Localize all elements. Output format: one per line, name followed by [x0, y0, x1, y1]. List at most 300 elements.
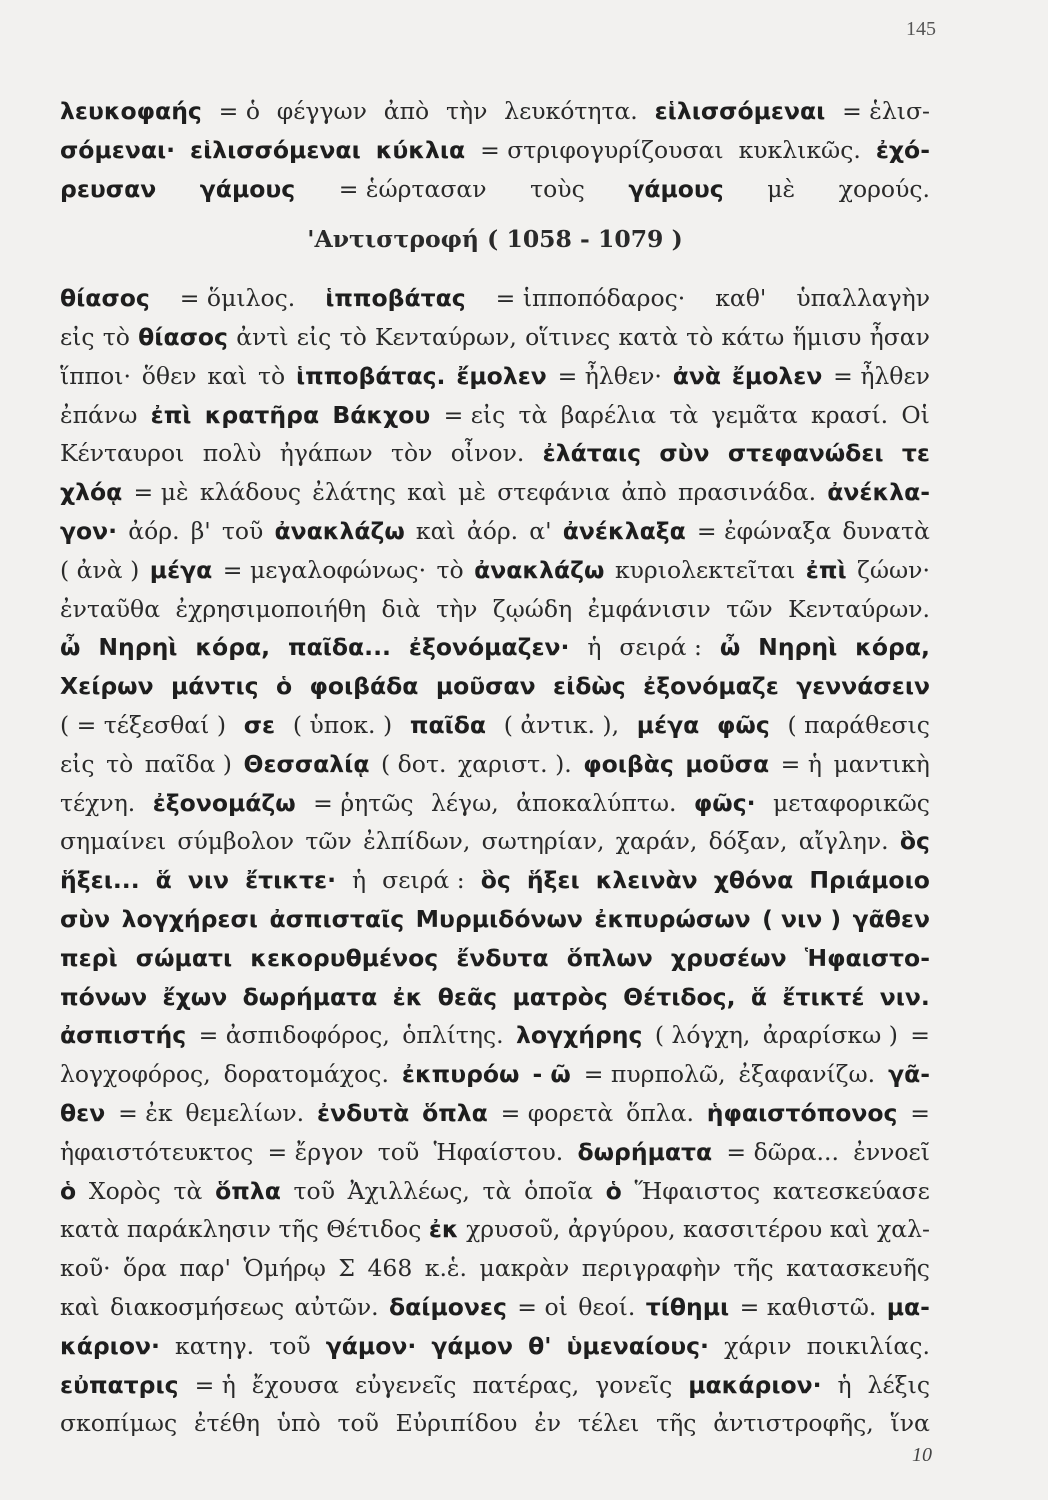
word: Κενταύρων, [374, 322, 517, 351]
word: βαρέλια [560, 400, 657, 429]
word: κατὰ [618, 322, 678, 351]
word: τέχνη. [60, 788, 136, 817]
word: ἀόρ. [128, 516, 180, 545]
word: γεμᾶτα [711, 400, 798, 429]
word: α' [529, 516, 552, 545]
word: ὁ [60, 1176, 77, 1205]
word: Χείρων [60, 672, 154, 701]
word: ἀόρ. [466, 516, 519, 545]
word: τὸ [106, 749, 134, 778]
word: σειρά : [382, 866, 465, 895]
word: κυριολεκτεῖται [614, 555, 796, 584]
text-line [60, 279, 930, 318]
word: τὸ [686, 322, 714, 351]
word: ἡ [837, 1370, 852, 1399]
word: ἀνακλάζω [274, 516, 405, 545]
word: = ἔργον [267, 1137, 364, 1166]
word: χαλ- [876, 1215, 930, 1244]
word: εἰς [296, 322, 332, 351]
text-line [60, 861, 930, 900]
page-body [60, 92, 930, 1443]
word: ἡ [587, 633, 602, 662]
word: ρευσαν [60, 174, 157, 203]
text-line [60, 473, 930, 512]
word: μάντις [171, 672, 259, 701]
text-line [60, 92, 930, 131]
word: = ἐκ [118, 1098, 173, 1127]
word: ἔχουσα [251, 1370, 339, 1399]
text-line [60, 590, 930, 629]
word: περιγραφὴν [581, 1254, 721, 1283]
text-line [60, 131, 930, 170]
text-line [60, 1094, 930, 1133]
word: β' [190, 516, 211, 545]
word: = [910, 1021, 930, 1050]
word: ἀποκαλύπτω. [516, 788, 677, 817]
word: θίασος [60, 284, 150, 313]
word: ἥξει... [60, 866, 140, 895]
word: ἐννοεῖ [853, 1137, 930, 1166]
word: κατεσκεύασε [772, 1176, 930, 1205]
word: ( δοτ. [381, 749, 447, 778]
word: σωτηρίαν, [481, 827, 605, 856]
word: καθ' [715, 284, 767, 313]
word: θ' [528, 1331, 552, 1360]
word: = ἐφώναξα [696, 516, 832, 545]
word: κατηγ. [175, 1331, 255, 1360]
text-line [60, 1327, 930, 1366]
word: ἐχό- [875, 135, 930, 164]
word: παῖδα ) [144, 749, 232, 778]
word: τὸν [391, 439, 433, 468]
word: παῖδα [409, 710, 487, 739]
word: ( ὑποκ. ) [292, 710, 393, 739]
word: ( νιν ) [762, 904, 842, 933]
word: τε [901, 439, 930, 468]
word: ἡ [352, 866, 367, 895]
text-line [60, 1016, 930, 1055]
word: γᾶθεν [852, 904, 930, 933]
text-line [60, 978, 930, 1017]
word: τὴν [436, 594, 478, 623]
word: ἅ [155, 866, 172, 895]
word: ὑμεναίους· [566, 1331, 709, 1360]
word: τὰ [482, 1176, 512, 1205]
word: χλόᾳ [60, 478, 123, 507]
word: Ἥφαιστος [634, 1176, 761, 1205]
word: ἱπποβάτας [325, 284, 466, 313]
word: τῆς [733, 1254, 774, 1283]
word: λέγω, [430, 788, 499, 817]
text-line [60, 706, 930, 745]
word: ὃς [899, 827, 930, 856]
word: ὁ [605, 1176, 622, 1205]
word: εὐπατρις [60, 1370, 179, 1399]
word: μακρὰν [479, 1254, 570, 1283]
word: ἥξει [526, 866, 580, 895]
word: χθόνα [713, 866, 794, 895]
word: φῶς [717, 710, 770, 739]
word: Ἡφαιστο- [804, 943, 930, 972]
word: ἐξονομάζω [152, 788, 296, 817]
word: μα- [886, 1292, 930, 1321]
word: = ῥητῶς [313, 788, 414, 817]
word: ἐξονόμαζε [643, 672, 779, 701]
word: γάμον· [325, 1331, 417, 1360]
text-line [60, 1366, 930, 1405]
word: ἵνα [890, 1409, 930, 1438]
word: κάτω [721, 322, 785, 351]
word: τοῦ [293, 1176, 335, 1205]
word: εἱλισσόμεναι [190, 135, 361, 164]
word: ἐξαφανίζω. [738, 1060, 876, 1089]
word: θίασος [138, 322, 228, 351]
word: χρυσοῦ, [466, 1215, 561, 1244]
word: Σ [338, 1254, 355, 1283]
word: ὁποῖα [524, 1176, 593, 1205]
word: γάμους [199, 174, 296, 203]
word: ἐνδυτὰ [316, 1098, 410, 1127]
text-line [60, 1133, 930, 1172]
word: ἀνὰ [672, 361, 721, 390]
word: = ἑλισ- [842, 97, 930, 125]
word: ἀσπιστής [60, 1021, 187, 1050]
word: παράκλησιν [126, 1215, 272, 1244]
word: Κενταύρων. [788, 594, 930, 623]
word: τὸ [258, 361, 286, 390]
text-line [60, 822, 930, 861]
word: εἱλισσόμεναι [654, 97, 826, 125]
word: Ἡφαίστου. [433, 1137, 564, 1166]
word: Πριάμοιο [809, 866, 930, 895]
word: ἐλάτης [312, 478, 396, 507]
word: τῶν [726, 594, 773, 623]
word: Νηρηὶ [758, 633, 838, 662]
word: = ὁ [218, 97, 260, 125]
word: τὴν [446, 97, 488, 125]
word: ( ἀντικ. ), [503, 710, 620, 739]
word: ἀντὶ [236, 322, 289, 351]
word: κάριον· [60, 1331, 160, 1360]
word: ὑπὸ [276, 1409, 321, 1438]
word: τέλει [577, 1409, 640, 1438]
word: ἐμφάνισιν [587, 594, 711, 623]
word: τῆς [656, 1409, 697, 1438]
word: ἐκ [392, 982, 423, 1011]
word: κόρα, [855, 633, 930, 662]
word: σκοπίμως [60, 1409, 178, 1438]
text-line [60, 357, 930, 396]
text-line [60, 396, 930, 435]
word: = στριφογυρίζουσαι [480, 135, 724, 164]
word: σώματι [135, 943, 233, 972]
word: ποικιλίας. [806, 1331, 930, 1360]
word: χαριστ. ). [457, 749, 572, 778]
word: χάριν [724, 1331, 792, 1360]
word: τῆς [278, 1215, 319, 1244]
word: ὁπλίτης. [402, 1021, 504, 1050]
word: = ἑώρτασαν [338, 174, 487, 203]
word: γονεῖς [595, 1370, 673, 1399]
word: σημαίνει [60, 827, 167, 856]
word: - ῶ [532, 1060, 571, 1089]
word: μὲ [767, 174, 796, 203]
word: τὸ [339, 322, 367, 351]
word: ἀργύρου, [567, 1215, 676, 1244]
word: δαίμονες [389, 1292, 507, 1321]
text-line [60, 1288, 930, 1327]
word: ἡφαιστόπονος [706, 1098, 898, 1127]
word: ὦ [60, 633, 81, 662]
word: χρυσέων [670, 943, 787, 972]
word: εἰς [60, 749, 95, 778]
word: πατέρας, [472, 1370, 580, 1399]
word: ( = τέξεσθαί ) [60, 710, 227, 739]
word: ὁ [275, 672, 293, 701]
word: τὰ [669, 400, 699, 429]
word: σύμβολον [177, 827, 295, 856]
word: Εὐριπίδου [395, 1409, 518, 1438]
word: ὃς [480, 866, 511, 895]
word: = φορετὰ [500, 1098, 614, 1127]
text-line [60, 745, 930, 784]
word: ἐχρησιμοποιήθη [175, 594, 367, 623]
word: = ἦλθεν· [557, 361, 662, 390]
word: ἔχων [162, 982, 228, 1011]
word: αἴγλην. [798, 827, 889, 856]
word: μέγα [636, 710, 700, 739]
word: ἀσπισταῖς [269, 904, 405, 933]
word: σε [243, 710, 276, 739]
word: καὶ [207, 361, 248, 390]
word: ἔμολεν [456, 361, 547, 390]
text-line [60, 667, 930, 706]
word: μεταφορικῶς [773, 788, 930, 817]
text-line [60, 628, 930, 667]
word: ὅρα [123, 1254, 167, 1283]
word: ἅ [750, 982, 768, 1011]
word: σὺν [659, 439, 710, 468]
word: δωρήματα [577, 1137, 713, 1166]
word: ἐπὶ [150, 400, 192, 429]
word: φῶς· [693, 788, 756, 817]
text-line [60, 939, 930, 978]
text-line [60, 434, 930, 473]
word: = ἦλθεν [833, 361, 930, 390]
word: ( παράθεσις [787, 710, 930, 739]
word: κλάδους [199, 478, 302, 507]
word: φοιβὰς [583, 749, 674, 778]
word: τοὺς [530, 174, 585, 203]
word: τὸ [436, 555, 464, 584]
word: ζῳώδη [492, 594, 573, 623]
word: ( λόγχη, [654, 1021, 751, 1050]
word: λογχοφόρος, [60, 1060, 211, 1089]
word: = μεγαλοφώνως· [222, 555, 427, 584]
word: = [910, 1098, 930, 1127]
word: λευκότητα. [504, 97, 638, 125]
word: ἐπάνω [60, 400, 138, 429]
word: ὅπλα [215, 1176, 281, 1205]
word: ὦ [719, 633, 741, 662]
word: κλεινὰν [595, 866, 698, 895]
word: ἐλάταις [542, 439, 641, 468]
word: φέγγων [276, 97, 367, 125]
word: = ἡ [194, 1370, 236, 1399]
word: μακάριον· [688, 1370, 822, 1399]
word: τίθημι [645, 1292, 730, 1321]
word: ὑπαλλαγὴν [796, 284, 930, 313]
word: καὶ [415, 516, 456, 545]
word: ὅπλα [422, 1098, 488, 1127]
word: τοῦ [377, 1137, 420, 1166]
word: ὅπλα. [626, 1098, 694, 1127]
word: = ἀσπιδοφόρος, [198, 1021, 390, 1050]
word: γον· [60, 516, 118, 545]
text-line [60, 1172, 930, 1211]
text-line [60, 512, 930, 551]
word: = καθιστῶ. [739, 1292, 877, 1321]
word: = εἰς [443, 400, 506, 429]
word: τὰ [518, 400, 548, 429]
word: ἐν [534, 1409, 562, 1438]
word: θεμελίων. [185, 1098, 305, 1127]
word: μοῦσα [685, 749, 770, 778]
word: δορατομάχος. [223, 1060, 389, 1089]
word: κ.ἑ. [424, 1254, 468, 1283]
word: ἔτικτέ [782, 982, 865, 1011]
word: μαντικὴ [833, 749, 930, 778]
word: εἰδὼς [552, 672, 626, 701]
word: πόνων [60, 982, 148, 1011]
word: θεᾶς [437, 982, 498, 1011]
word: πρασινάδα. [678, 478, 817, 507]
word: καὶ [829, 1215, 870, 1244]
word: Χορὸς [88, 1176, 161, 1205]
word: λευκοφαής [60, 97, 202, 125]
word: ἐκ [428, 1215, 459, 1244]
word: δυνατὰ [842, 516, 930, 545]
word: χαράν, [615, 827, 698, 856]
word: γᾶ- [888, 1060, 930, 1089]
section-heading: 'Αντιστροφή ( 1058 - 1079 ) [307, 225, 683, 254]
text-line [60, 1210, 930, 1249]
word: στεφανώδει [727, 439, 884, 468]
word: εὐγενεῖς [354, 1370, 457, 1399]
word: ἐτέθη [193, 1409, 260, 1438]
word: οἶνον. [450, 439, 525, 468]
word: = οἱ [517, 1292, 568, 1321]
word: ἐπὶ [805, 555, 847, 584]
word: γάμον [431, 1331, 514, 1360]
word: διὰ [381, 594, 421, 623]
word: ἀνακλάζω [474, 555, 605, 584]
word: εἰς [60, 322, 95, 351]
word: ἀντιστροφῆς, [713, 1409, 874, 1438]
word: μέγα [149, 555, 213, 584]
word: ἐλπίδων, [363, 827, 471, 856]
word: ζώων· [857, 555, 930, 584]
word: οἵτινες [525, 322, 611, 351]
text-line [60, 551, 930, 590]
word: ἀραρίσκω ) [762, 1021, 898, 1050]
word: ἐξονόμαζεν· [408, 633, 570, 662]
signature-mark: 10 [912, 1444, 932, 1466]
word: Μυρμιδόνων [415, 904, 583, 933]
word: μὲ [458, 478, 486, 507]
word: παρ' [179, 1254, 231, 1283]
word: = ἱπποπόδαρος· [495, 284, 686, 313]
word: ἵπποι· [60, 361, 131, 390]
word: περὶ [60, 943, 118, 972]
word: ματρὸς [512, 982, 608, 1011]
word: κρατῆρα [204, 400, 320, 429]
text-line [60, 1055, 930, 1094]
word: κασσιτέρου [683, 1215, 823, 1244]
word: ἐκπυρόω [401, 1060, 520, 1089]
word: θεοί. [578, 1292, 636, 1321]
word: ἦσαν [869, 322, 930, 351]
word: ἥμισυ [792, 322, 862, 351]
word: Κένταυροι [60, 439, 185, 468]
word: Βάκχου [332, 400, 431, 429]
text-line [60, 900, 930, 939]
word: ἠγάπων [279, 439, 373, 468]
word: γεννάσειν [796, 672, 930, 701]
word: χορούς. [838, 174, 930, 203]
word: = μὲ [133, 478, 189, 507]
word: Ἀχιλλέως, [347, 1176, 470, 1205]
word: = πυρπολῶ, [583, 1060, 726, 1089]
page-number: 145 [906, 18, 936, 40]
text-line [60, 784, 930, 823]
word: καὶ [60, 1292, 100, 1321]
word: δόξαν, [708, 827, 788, 856]
word: φοιβάδα [309, 672, 419, 701]
word: κεκορυθμένος [250, 943, 439, 972]
word: κρασί. [811, 400, 889, 429]
word: δωρήματα [242, 982, 378, 1011]
word: ἔνδυτα [456, 943, 549, 972]
word: τῶν [305, 827, 352, 856]
word: λογχήρης [516, 1021, 643, 1050]
word: γάμους [628, 174, 724, 203]
word: πολὺ [202, 439, 262, 468]
word: σόμεναι· [60, 135, 176, 164]
word: ἐνταῦθα [60, 594, 161, 623]
word: τὰ [173, 1176, 203, 1205]
word: Οἱ [901, 400, 930, 429]
word: σὺν [60, 904, 111, 933]
word: = ἡ [780, 749, 822, 778]
word: ἀπὸ [383, 97, 430, 125]
text-line [60, 170, 930, 209]
word: ἐκπυρώσων [594, 904, 751, 933]
word: ( ἀνὰ ) [60, 555, 140, 584]
word: κοῦ· [60, 1254, 111, 1283]
word: καὶ [407, 478, 447, 507]
word: ἔμολεν [731, 361, 823, 390]
word: 468 [367, 1254, 413, 1283]
word: ἀνέκλαξα [562, 516, 686, 545]
word: κατὰ [60, 1215, 120, 1244]
word: λογχήρεσι [121, 904, 258, 933]
word: λέξις [867, 1370, 930, 1399]
word: Θέτιδος, [623, 982, 736, 1011]
word: ἀπὸ [621, 478, 667, 507]
word: ἀνέκλα- [827, 478, 930, 507]
word: Θέτιδος [326, 1215, 422, 1244]
